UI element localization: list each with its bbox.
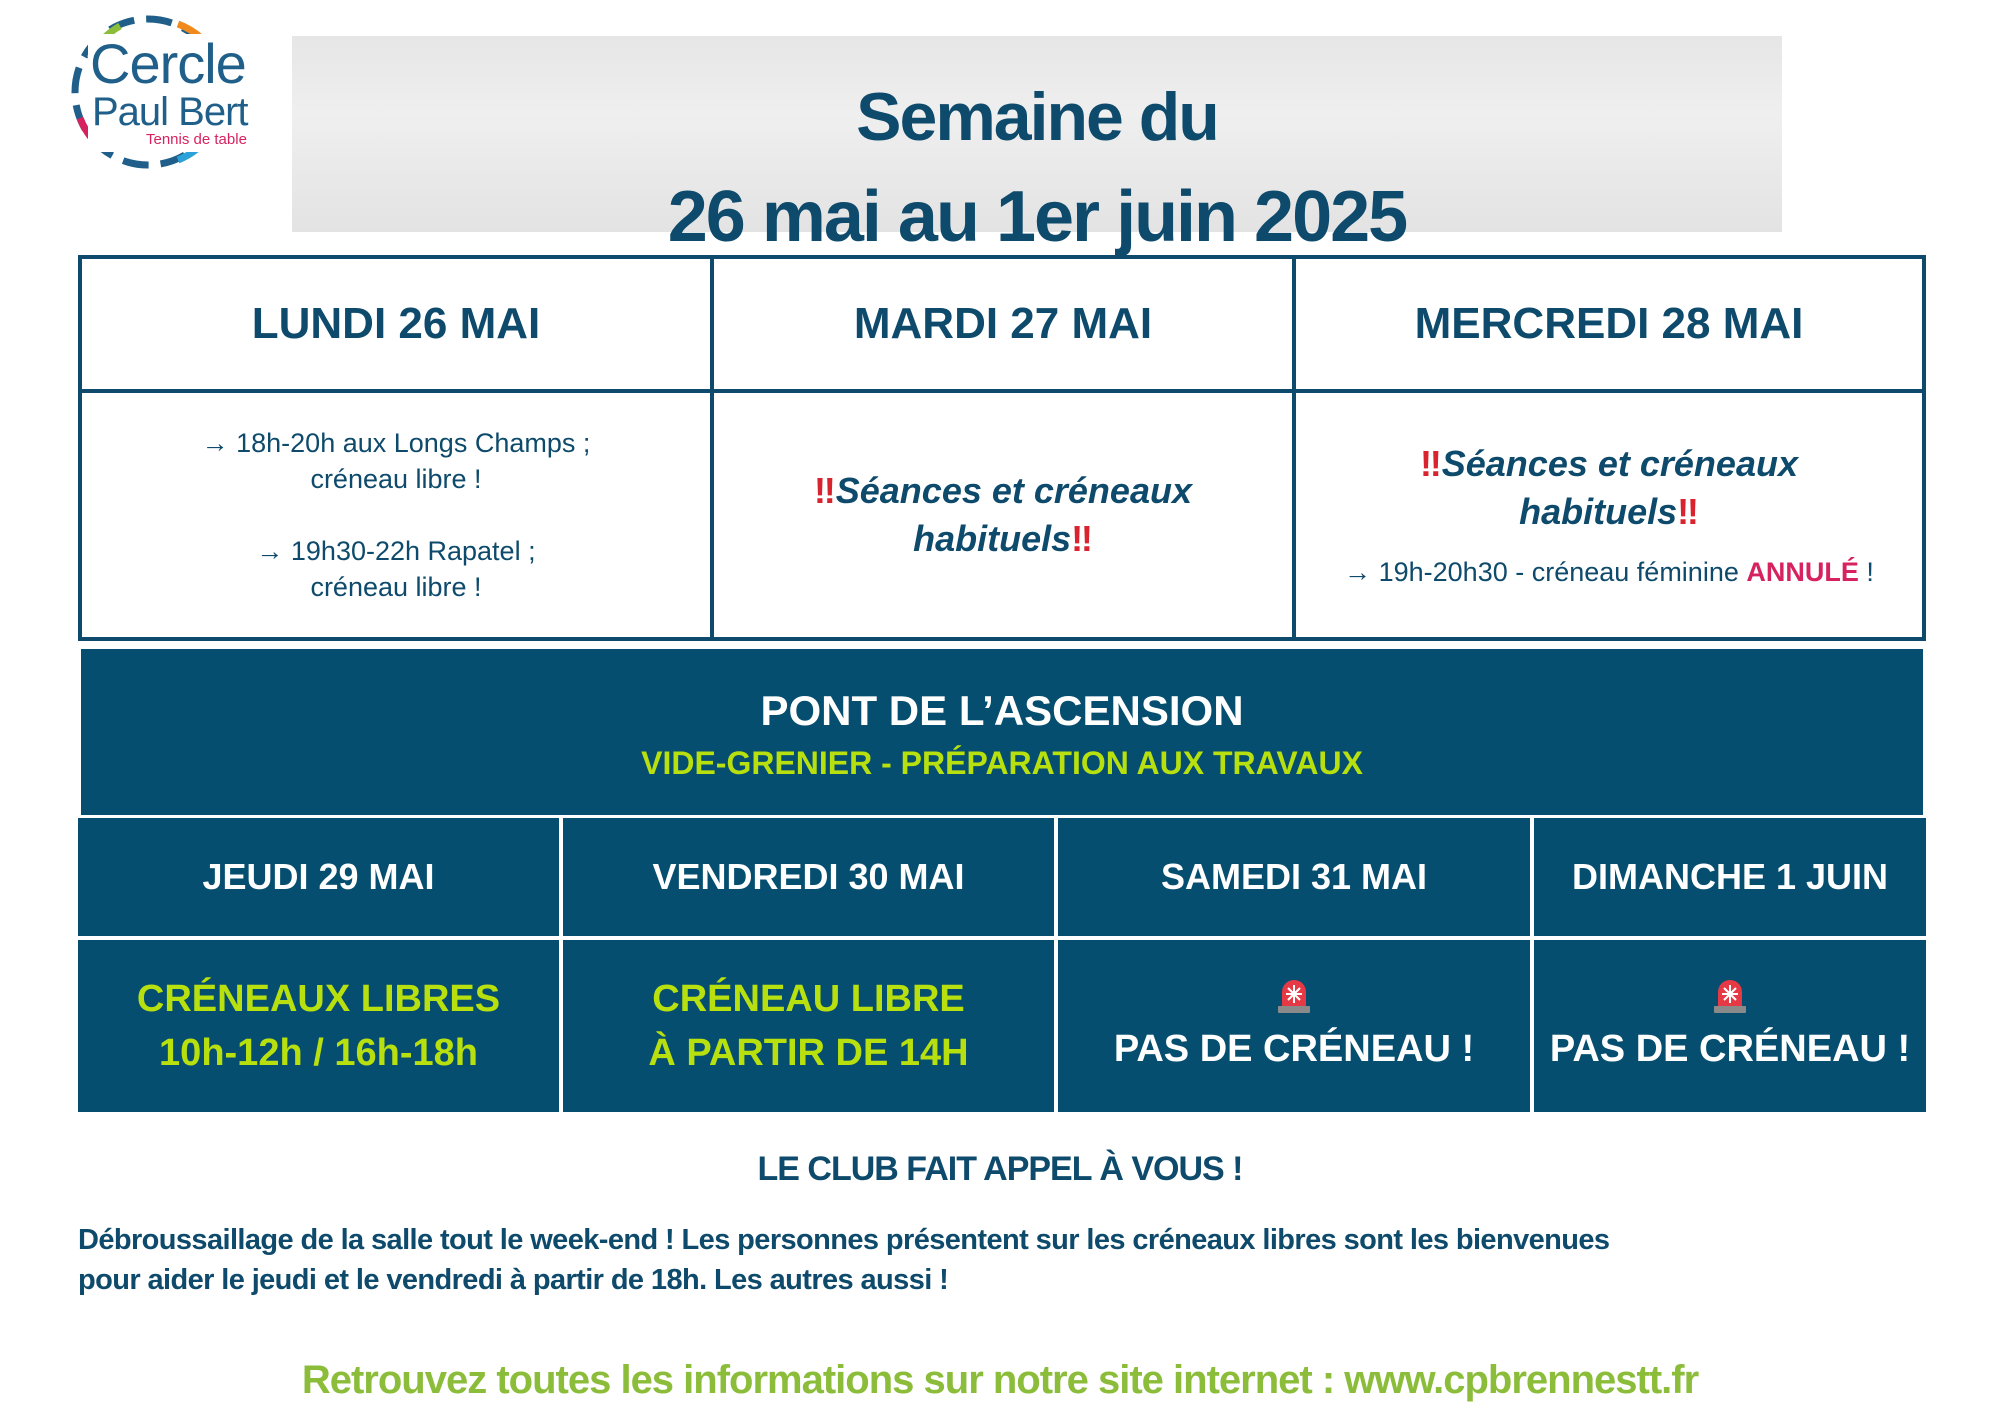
jeudi-line-1: CRÉNEAUX LIBRES [136, 978, 501, 1020]
appeal-line-2: pour aider le jeudi et le vendredi à partir de 18h. Les autres aussi ! [78, 1264, 949, 1296]
jeudi-line-2: 10h-12h / 16h-18h [159, 1032, 478, 1074]
logo-text-paul-bert: Paul Bert [92, 90, 248, 134]
mercredi-text-1: Séances et créneaux [1441, 443, 1798, 484]
schedule-samedi [1058, 940, 1530, 1112]
day-header-samedi: SAMEDI 31 MAI [1058, 818, 1530, 936]
lundi-line-2: créneau libre ! [310, 464, 482, 494]
day-header-dimanche: DIMANCHE 1 JUIN [1534, 818, 1926, 936]
vendredi-line-2: À PARTIR DE 14H [648, 1032, 969, 1074]
day-header-mardi: MARDI 27 MAI [714, 259, 1296, 393]
appeal-line-1: Débroussaillage de la salle tout le week-end ! Les personnes présentent sur les créneaux libres sont les bienvenues [78, 1224, 1610, 1256]
siren-icon [1274, 976, 1314, 1016]
weekday-table [78, 255, 1926, 641]
schedule-jeudi [78, 940, 559, 1112]
vendredi-line-1: CRÉNEAU LIBRE [652, 978, 965, 1020]
schedule-vendredi [563, 940, 1054, 1112]
lundi-line-4: créneau libre ! [310, 572, 482, 602]
appeal-title: LE CLUB FAIT APPEL À VOUS ! [757, 1150, 1243, 1188]
mardi-line-2 [913, 515, 1093, 563]
logo-text-tennis: Tennis de table [146, 131, 247, 148]
day-header-vendredi: VENDREDI 30 MAI [563, 818, 1054, 936]
lundi-line-3: → 19h30-22h Rapatel ; [256, 536, 536, 566]
mercredi-line-2 [1519, 488, 1699, 536]
title-banner [292, 36, 1782, 257]
dimanche-text: PAS DE CRÉNEAU ! [1549, 1028, 1911, 1070]
day-header-mercredi: MERCREDI 28 MAI [1296, 259, 1922, 393]
mardi-text-1: Séances et créneaux [835, 470, 1192, 511]
mardi-line-1 [814, 467, 1192, 515]
ascension-subtitle: VIDE-GRENIER - PRÉPARATION AUX TRAVAUX [641, 745, 1363, 781]
schedule-lundi [82, 393, 714, 637]
title-line-1: Semaine du [856, 79, 1218, 155]
mercredi-note [1344, 554, 1874, 590]
mercredi-note-prefix: → 19h-20h30 - créneau féminine [1344, 557, 1747, 587]
mercredi-text-2: habituels [1519, 491, 1678, 532]
double-exclamation-icon: ‼ [1677, 491, 1699, 532]
double-exclamation-icon: ‼ [1420, 443, 1442, 484]
mercredi-note-suffix: ! [1858, 557, 1874, 587]
samedi-text: PAS DE CRÉNEAU ! [1113, 1028, 1475, 1070]
annule-label: ANNULÉ [1746, 557, 1859, 587]
siren-icon [1710, 976, 1750, 1016]
ascension-title: PONT DE L’ASCENSION [760, 687, 1244, 734]
day-header-jeudi: JEUDI 29 MAI [78, 818, 559, 936]
schedule-dimanche [1534, 940, 1926, 1112]
logo-text-cercle: Cercle [90, 32, 246, 95]
title-line-2: 26 mai au 1er juin 2025 [667, 177, 1407, 257]
mercredi-line-1 [1420, 440, 1798, 488]
double-exclamation-icon: ‼ [1071, 518, 1093, 559]
ascension-banner [78, 646, 1926, 818]
schedule-mardi [714, 393, 1296, 637]
lundi-line-1: → 18h-20h aux Longs Champs ; [201, 428, 591, 458]
mardi-text-2: habituels [913, 518, 1072, 559]
club-logo [60, 8, 260, 173]
day-header-lundi: LUNDI 26 MAI [82, 259, 714, 393]
weekend-table [78, 818, 1926, 1112]
footer-website: Retrouvez toutes les informations sur notre site internet : www.cpbrennestt.fr [301, 1358, 1699, 1402]
schedule-mercredi [1296, 393, 1922, 637]
double-exclamation-icon: ‼ [814, 470, 836, 511]
appeal-body [78, 1220, 1938, 1300]
